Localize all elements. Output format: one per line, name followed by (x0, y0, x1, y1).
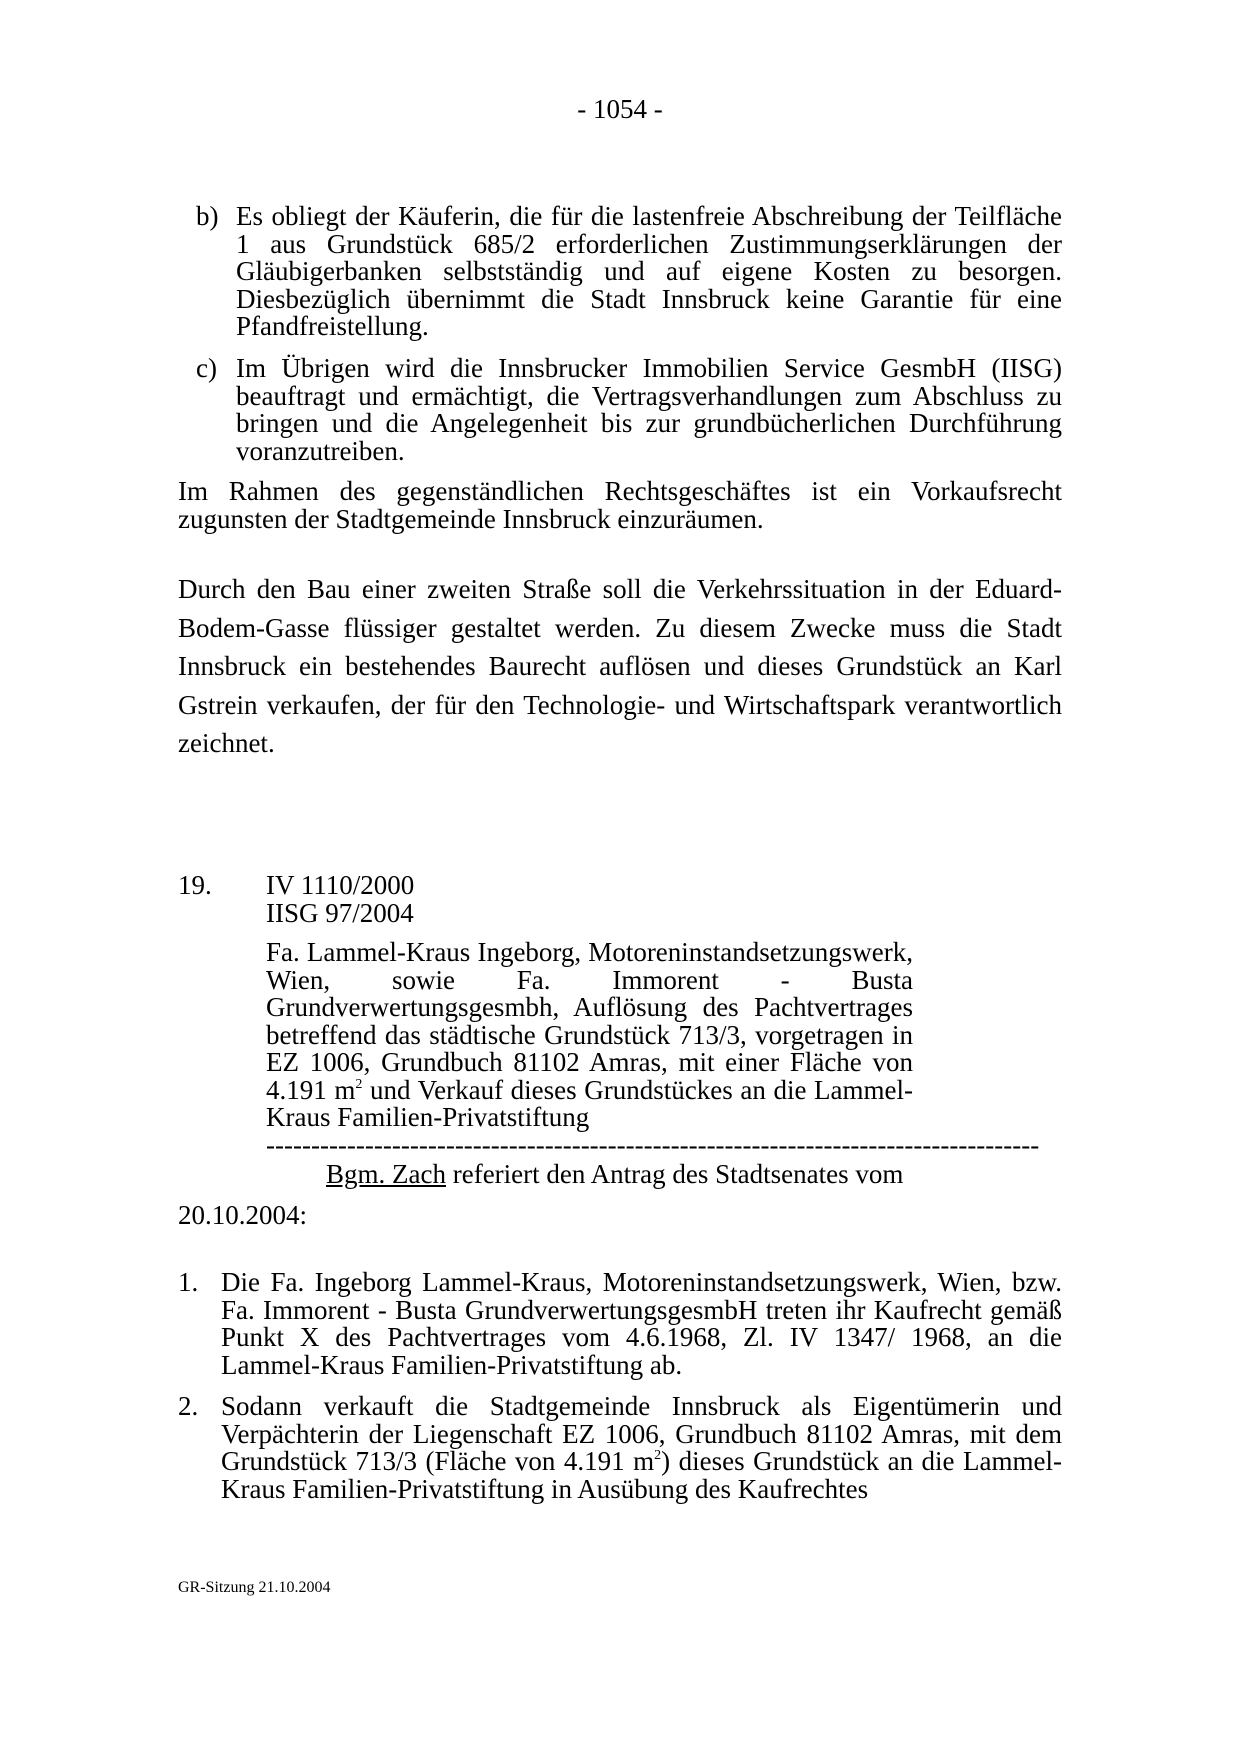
paragraph-vorkaufsrecht: Im Rahmen des gegenständlichen Rechtsgeschäftes ist ein Vorkaufsrecht zugunsten der Stadtgemeinde Innsbruck einzuräumen. (178, 476, 1062, 534)
agenda-subject-sup: 2 (355, 1076, 363, 1092)
list-item-b (196, 201, 1062, 341)
referent-name: Bgm. Zach (326, 1159, 446, 1189)
agenda-reference-1: IV 1110/2000 (266, 870, 415, 900)
referent-date: 20.10.2004: (178, 1200, 308, 1230)
list-item-text: Die Fa. Ingeborg Lammel-Kraus, Motoreninstandsetzungswerk, Wien, bzw. Fa. Immorent - Busta GrundverwertungsgesmbH treten ihr Kaufrecht gemäß Punkt X des Pachtvertrages vom 4.6.1968, Zl. IV 1347/ 1968, an die Lammel-Kraus Familien-Privatstiftung ab. (221, 1267, 1062, 1380)
agenda-number: 19. (178, 870, 212, 900)
list-marker: 1. (178, 1267, 199, 1297)
agenda-separator: -------------------------------------------------------------------------------------- (266, 1129, 1040, 1160)
referent-text: referiert den Antrag des Stadtsenates vom (445, 1159, 904, 1189)
page-number: - 1054 - (577, 94, 663, 124)
paragraph-verkehr: Durch den Bau einer zweiten Straße soll die Verkehrssituation in der Eduard-Bodem-Gasse flüssiger gestaltet werden. Zu diesem Zwecke muss die Stadt Innsbruck ein bestehendes Baurecht auflösen und dieses Grundstück an Karl Gstrein verkaufen, der für den Technologie- und Wirtschaftspark verantwortlich zeichnet. (178, 574, 1062, 758)
list-item-text-sup: 2 (654, 1448, 662, 1463)
list-item-1 (178, 1267, 1062, 1380)
list-marker: b) (196, 201, 219, 231)
list-item-text-part1: Sodann verkauft die Stadtgemeinde Innsbruck als Eigentümerin und Verpächterin der Liegenschaft EZ 1006, Grundbuch 81102 Amras, mit dem Grundstück 713/3 (Fläche von 4.191 m (221, 1391, 1062, 1476)
list-item-text (221, 1393, 1062, 1503)
list-item-text: Es obliegt der Käuferin, die für die lastenfreie Abschreibung der Teilfläche 1 aus Grundstück 685/2 erforderlichen Zustimmungserklärungen der Gläubigerbanken selbstständig und auf eigene Kosten zu besorgen. Diesbezüglich übernimmt die Stadt Innsbruck keine Garantie für eine Pfandfreistellung. (236, 201, 1062, 341)
list-marker: c) (196, 353, 217, 383)
list-marker: 2. (178, 1391, 199, 1421)
agenda-subject-part1: Fa. Lammel-Kraus Ingeborg, Motoreninstandsetzungswerk, Wien, sowie Fa. Immorent - Busta Grundverwertungsgesmbh, Auflösung des Pachtvertrages betreffend das städtische Grundstück 713/3, vorgetragen in EZ 1006, Grundbuch 81102 Amras, mit einer Fläche von 4.191 m (266, 937, 913, 1105)
list-item-2 (178, 1391, 1062, 1504)
list-item-text: Im Übrigen wird die Innsbrucker Immobilien Service GesmbH (IISG) beauftragt und ermächtigt, die Vertragsverhandlungen zum Abschluss zu bringen und die Angelegenheit bis zur grundbücherlichen Durchführung voranzutreiben. (236, 353, 1062, 466)
agenda-reference-2: IISG 97/2004 (266, 897, 414, 928)
agenda-subject (266, 939, 913, 1132)
list-item-text-part2: ) dieses Grundstück an die Lammel-Kraus Familien-Privatstiftung in Ausübung des Kaufrechtes (221, 1446, 1062, 1504)
list-item-c (196, 353, 1062, 466)
referent-line (326, 1161, 903, 1189)
footer-session: GR-Sitzung 21.10.2004 (178, 1579, 331, 1596)
agenda-subject-part2: und Verkauf dieses Grundstückes an die Lammel-Kraus Familien-Privatstiftung (266, 1074, 913, 1132)
agenda-block (266, 870, 1040, 1160)
